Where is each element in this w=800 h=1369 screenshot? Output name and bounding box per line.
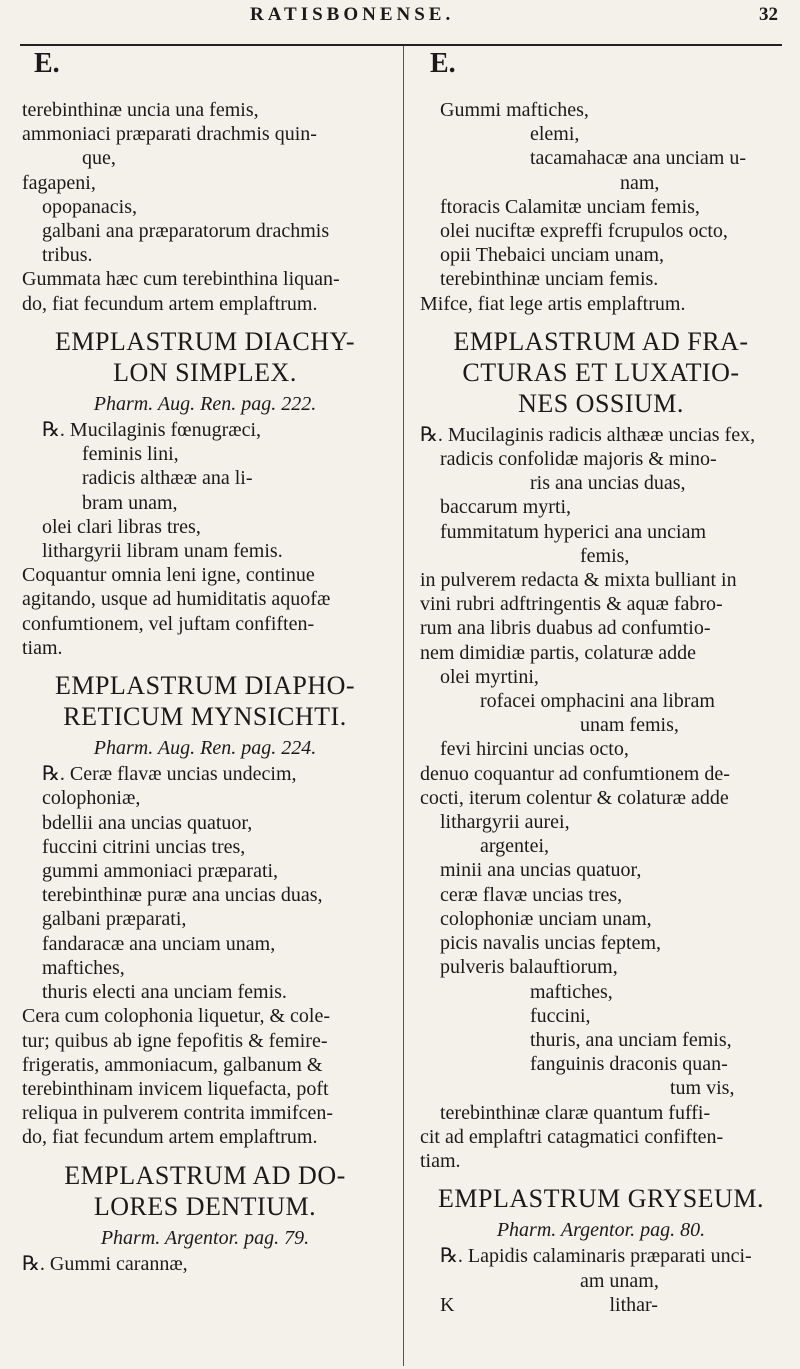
column-letter: E. [430,48,456,79]
text-line: galbani ana præparatorum drachmis [42,220,330,243]
text-line: Gummata hæc cum terebinthina liquan- [22,268,340,291]
text-line: agitando, usque ad humiditatis aquofæ [22,588,331,611]
text-line: ℞. Lapidis calaminaris præparati unci- [440,1245,752,1268]
text-line: ftoracis Calamitæ unciam femis, [440,195,700,218]
text-line: Gummi maftiches, [440,99,589,121]
text-line: que, [82,147,116,170]
section-title: EMPLASTRUM DIAPHO- [54,671,356,701]
text-line: terebinthinæ uncia una femis, [22,99,259,121]
right-column [420,48,782,1317]
section-title: LON SIMPLEX. [113,357,297,387]
catchword: lithar- [609,1293,658,1316]
text-line: ℞. Ceræ flavæ uncias undecim, [42,763,297,786]
text-line: ammoniaci præparati drachmis quin- [22,123,317,146]
text-line: rofacei omphacini ana libram [480,690,715,713]
text-line: ℞. Gummi carannæ, [22,1252,188,1275]
text-line: Mifce, fiat lege artis emplaftrum. [420,292,686,315]
text-line: bram unam, [82,491,178,514]
text-line: ceræ flavæ uncias tres, [440,883,623,906]
text-line: ris ana uncias duas, [530,472,686,495]
text-line: fanguinis draconis quan- [530,1053,728,1076]
catchword-line [420,1293,782,1317]
page-number: 32 [759,4,778,25]
text-line: argentei, [480,835,550,858]
text-line: gummi ammoniaci præparati, [42,860,279,883]
text-line: thuris, ana unciam femis, [530,1028,732,1051]
text-line: Coquantur omnia leni igne, continue [22,564,315,587]
text-line: tiam. [420,1149,461,1172]
page-header [0,4,800,44]
text-line: lithargyrii aurei, [440,811,570,834]
text-line: cocti, iterum colentur & colaturæ adde [420,786,729,809]
text-line: tiam. [22,636,63,659]
text-line: fuccini, [530,1004,591,1027]
section-title: NES OSSIUM. [518,388,684,418]
text-line: fevi hircini uncias octo, [440,738,629,761]
source-reference: Pharm. Argentor. pag. 79. [100,1226,310,1249]
column-letter: E. [34,48,60,79]
text-line: ℞. Mucilaginis radicis althææ uncias fex, [420,423,756,446]
text-line: fandaracæ ana unciam unam, [42,932,276,955]
section-title: EMPLASTRUM AD DO- [64,1160,346,1190]
text-line: reliqua in pulverem contrita immifcen- [22,1102,333,1125]
text-line: terebinthinæ unciam femis. [440,268,659,291]
text-line: opii Thebaici unciam unam, [440,244,665,267]
source-reference: Pharm. Aug. Ren. pag. 224. [93,737,317,760]
text-line: colophoniæ, [42,787,141,810]
text-line: galbani præparati, [42,908,187,931]
text-line: in pulverem redacta & mixta bulliant in [420,569,737,592]
source-reference: Pharm. Argentor. pag. 80. [496,1219,706,1242]
column-divider [403,46,404,1366]
text-line: bdellii ana uncias quatuor, [42,811,253,834]
text-line: denuo coquantur ad confumtionem de- [420,762,730,785]
text-line: frigeratis, ammoniacum, galbanum & [22,1053,323,1076]
signature-mark: K [440,1293,455,1316]
text-line: minii ana uncias quatuor, [440,859,642,882]
source-reference: Pharm. Aug. Ren. pag. 222. [93,392,317,415]
text-line: fummitatum hyperici ana unciam [440,520,707,543]
text-line: feminis lini, [82,443,179,466]
text-line: tur; quibus ab igne fepofitis & femire- [22,1029,328,1052]
text-line: fuccini citrini uncias tres, [42,835,246,858]
text-line: olei nuciftæ expreffi fcrupulos octo, [440,220,728,243]
text-line: confumtionem, vel juftam confiften- [22,612,315,635]
text-line: pulveris balauftiorum, [440,956,618,979]
text-line: fagapeni, [22,171,96,194]
text-line: terebinthinam invicem liquefacta, poft [22,1077,329,1100]
text-line: opopanacis, [42,195,137,218]
text-line: vini rubri adftringentis & aquæ fabro- [420,593,723,616]
text-line: Cera cum colophonia liquetur, & cole- [22,1005,330,1028]
text-line: radicis althææ ana li- [82,467,253,490]
text-line: picis navalis uncias feptem, [440,932,662,955]
text-line: do, fiat fecundum artem emplaftrum. [22,1126,318,1149]
section-title: EMPLASTRUM GRYSEUM. [438,1184,764,1214]
text-line: terebinthinæ claræ quantum fuffi- [440,1101,711,1124]
text-line: unam femis, [580,714,679,737]
text-line: colophoniæ unciam unam, [440,907,652,930]
text-line: elemi, [530,123,580,146]
header-rule [20,44,782,46]
text-line: thuris electi ana unciam femis. [42,981,287,1004]
text-line: tribus. [42,244,93,267]
text-line: terebinthinæ puræ ana uncias duas, [42,884,323,907]
text-line: tacamahacæ ana unciam u- [530,147,746,170]
text-line: nem dimidiæ partis, colaturæ adde [420,641,697,664]
text-line: nam, [620,171,660,194]
section-title: CTURAS ET LUXATIO- [462,357,740,387]
text-line: ℞. Mucilaginis fœnugræci, [42,419,262,442]
text-line: tum vis, [670,1077,735,1100]
text-line: lithargyrii libram unam femis. [42,540,283,563]
text-line: maftiches, [530,980,613,1003]
text-line: baccarum myrti, [440,496,572,519]
text-line: olei clari libras tres, [42,515,201,538]
text-line: do, fiat fecundum artem emplaftrum. [22,292,318,315]
section-title: LORES DENTIUM. [93,1191,317,1221]
text-line: maftiches, [42,956,125,979]
text-line: femis, [580,544,630,567]
text-line: rum ana libris duabus ad confumtio- [420,617,711,640]
text-line: cit ad emplaftri catagmatici confiften- [420,1125,724,1148]
section-title: EMPLASTRUM AD FRA- [453,326,749,356]
text-line: am unam, [580,1269,659,1292]
left-column [22,48,388,1276]
section-title: EMPLASTRUM DIACHY- [54,326,356,356]
text-line: olei myrtini, [440,665,539,688]
section-title: RETICUM MYNSICHTI. [63,702,347,732]
text-line: radicis confolidæ majoris & mino- [440,448,717,471]
running-head: RATISBONENSE. [250,4,455,25]
